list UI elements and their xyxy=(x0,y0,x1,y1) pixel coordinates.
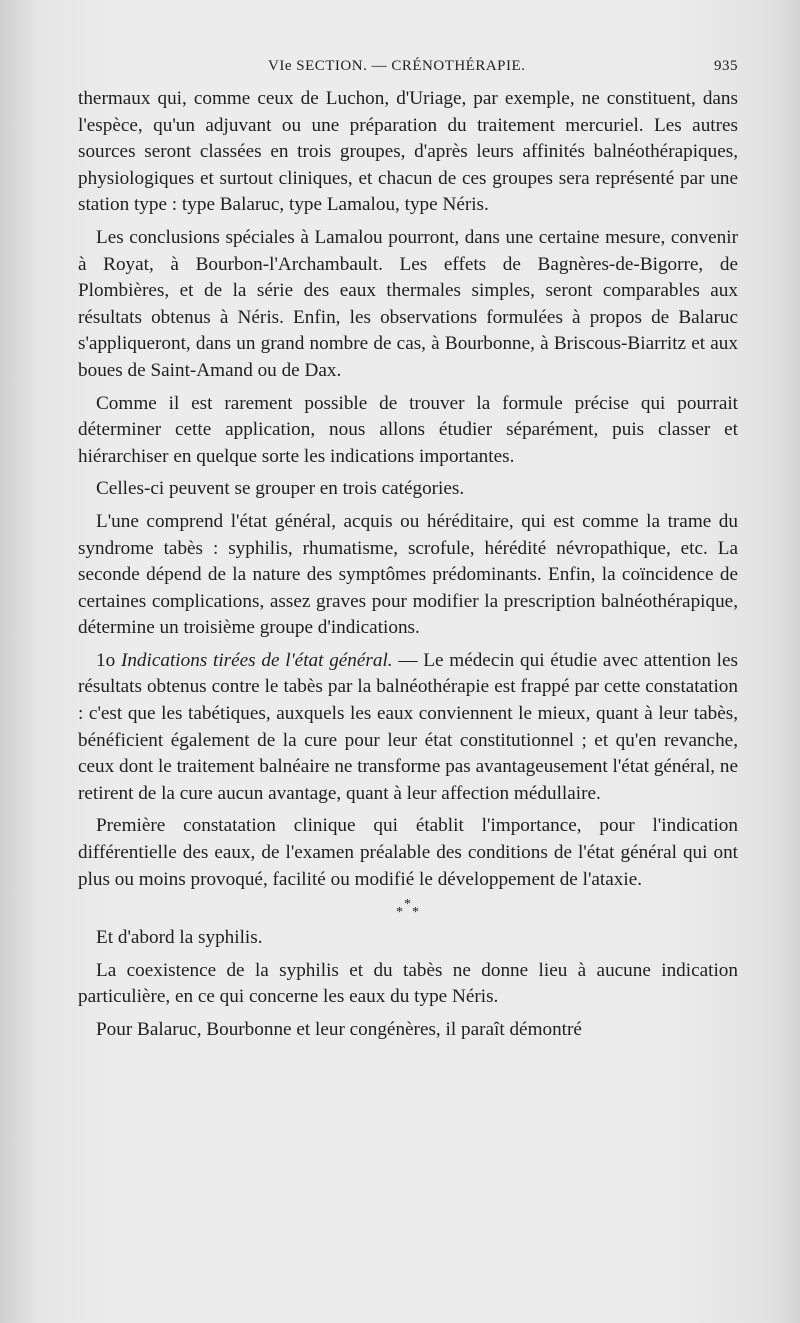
paragraph: Pour Balaruc, Bourbonne et leur congénères, il paraît démontré xyxy=(96,1019,582,1040)
section-number: 1o xyxy=(96,649,116,671)
paragraph: thermaux qui, comme ceux de Luchon, d'Uriage, par exemple, ne constituent, dans l'espèce, qu'un adjuvant ou une préparation du traitement mercuriel. Les autres sources seront classées en trois groupes, d'après leurs affinités balnéothérapiques, physiologiques et surtout cliniques, et chacun de ces groupes sera représenté par une station type : type Balaruc, type Lamalou, type Néris. xyxy=(78,88,738,216)
paragraph: Première constatation clinique qui établit l'importance, pour l'indication différentielle des eaux, de l'examen préalable des conditions de l'état général qui ont plus ou moins provoqué, facilité ou modifié le développement de l'ataxie. xyxy=(78,815,738,890)
paragraph: Les conclusions spéciales à Lamalou pourront, dans une certaine mesure, convenir à Royat, à Bourbon-l'Archambault. Les effets de Bagnères-de-Bigorre, de Plombières, et de la série des eaux thermales simples, seront comparables aux résultats obtenus à Néris. Enfin, les observations formulées à propos de Balaruc s'appliqueront, dans un grand nombre de cas, à Bourbonne, à Briscous-Biarritz et aux boues de Saint-Amand ou de Dax. xyxy=(78,226,738,381)
section-title: VIe SECTION. — CRÉNOTHÉRAPIE. xyxy=(268,58,526,74)
section-paragraph xyxy=(78,648,738,808)
asterism-divider xyxy=(78,899,738,921)
paragraph: Et d'abord la syphilis. xyxy=(96,927,263,949)
paragraph: L'une comprend l'état général, acquis ou héréditaire, qui est comme la trame du syndrome tabès : syphilis, rhumatisme, scrofule, hérédité névropathique, etc. La seconde dépend de la nature des symptômes prédominants. Enfin, la coïncidence de certaines complications, assez graves pour modifier la prescription balnéothérapique, détermine un troisième groupe d'indications. xyxy=(78,510,738,639)
asterism-star: * xyxy=(412,905,419,921)
asterism-star: * xyxy=(404,897,411,913)
running-head xyxy=(78,54,738,80)
paragraph: La coexistence de la syphilis et du tabès ne donne lieu à aucune indication particulière, en ce qui concerne les eaux du type Néris. xyxy=(78,959,738,1008)
page-number: 935 xyxy=(714,58,738,74)
section-text: — Le médecin qui étudie avec attention les résultats obtenus contre le tabès par la balnéothérapie est frappé par cette constatation : c'est que les tabétiques, auxquels les eaux conviennent le mieux, quant à leur tabès, bénéficient également de la cure pour leur état constitutionnel ; et qu'en revanche, ceux dont le traitement balnéaire ne transforme pas avantageusement l'état général, ne retirent de la cure aucun avantage, quant à leur affection médullaire. xyxy=(78,649,738,804)
section-heading: Indications tirées de l'état général. xyxy=(120,649,393,671)
paragraph: Comme il est rarement possible de trouver la formule précise qui pourrait déterminer cette application, nous allons étudier séparément, puis classer et hiérarchiser en quelque sorte les indications importantes. xyxy=(78,392,738,467)
asterism-star: * xyxy=(396,905,403,921)
page-body xyxy=(78,86,738,1050)
paragraph: Celles-ci peuvent se grouper en trois catégories. xyxy=(96,478,465,500)
